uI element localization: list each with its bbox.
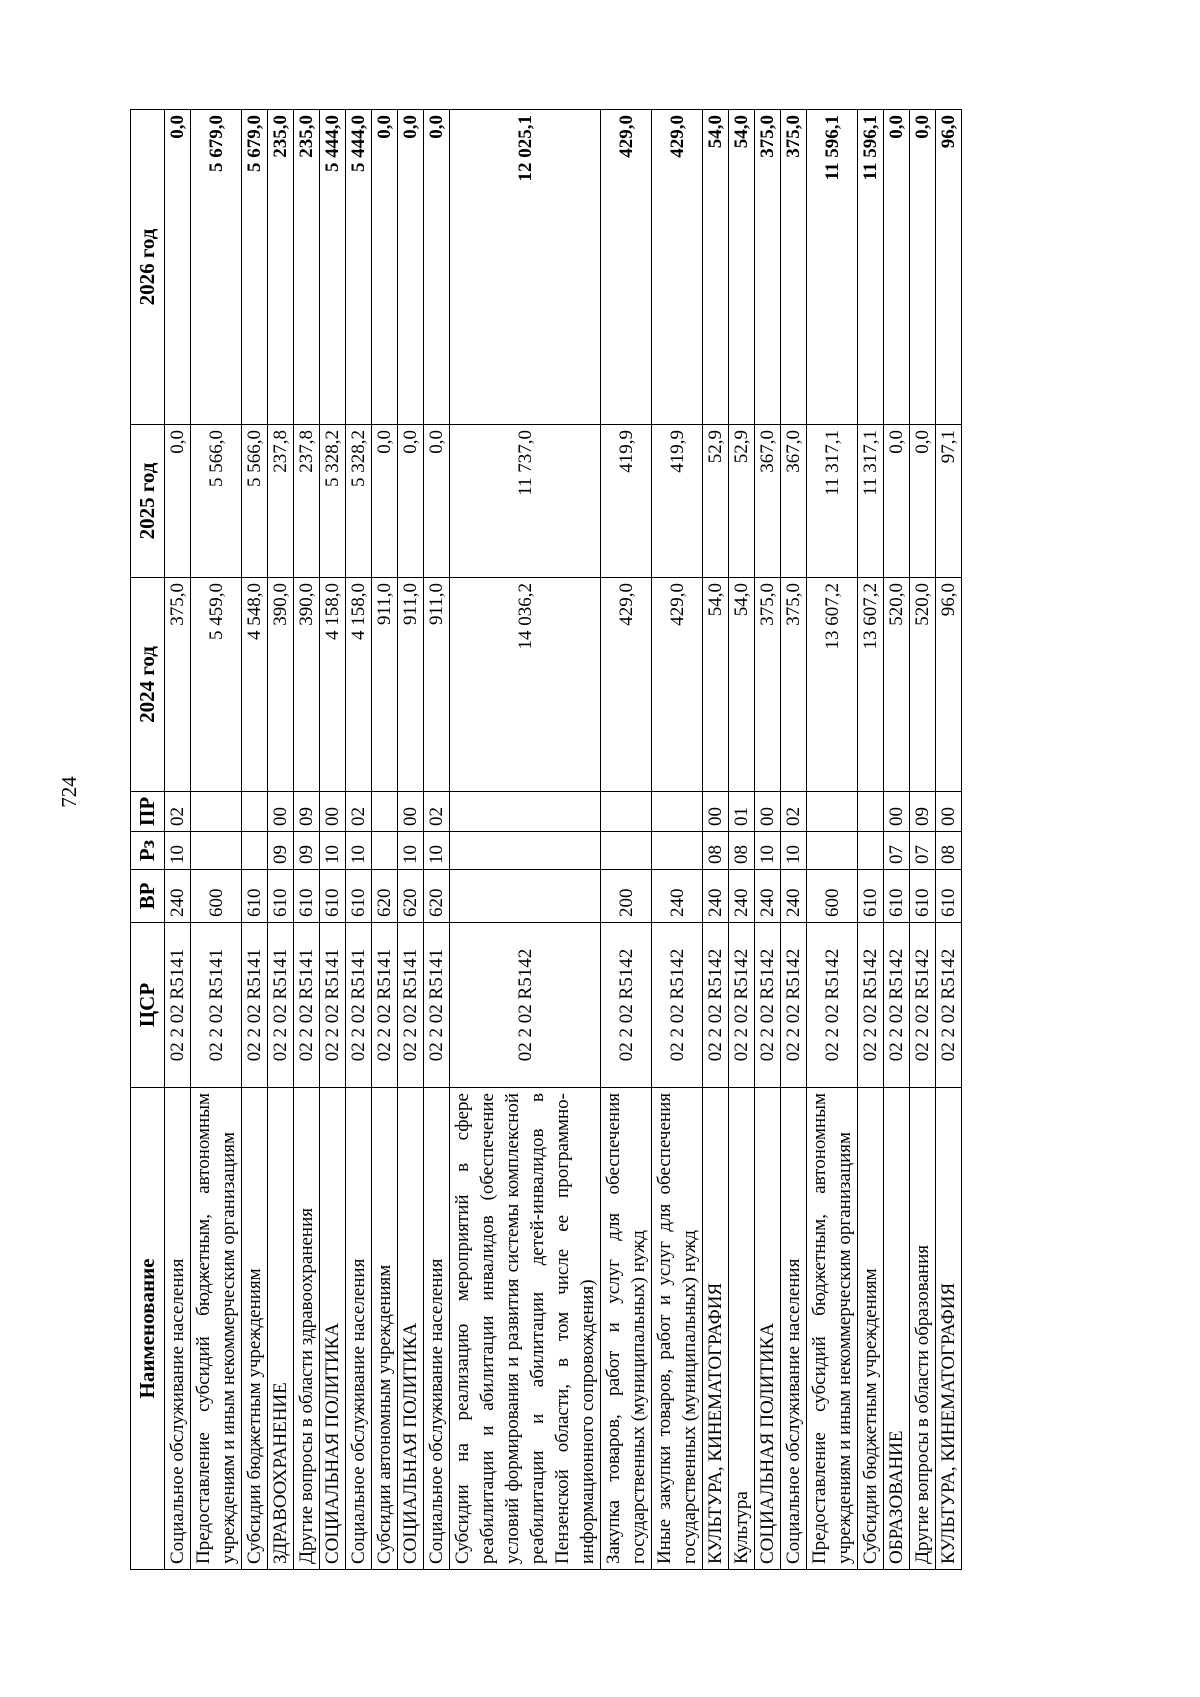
table-row [729,110,755,1570]
cell-rz: 10 [398,832,424,870]
cell-csr: 02 2 02 R5141 [165,923,191,1088]
cell-csr: 02 2 02 R5141 [268,923,294,1088]
cell-csr: 02 2 02 R5141 [372,923,398,1088]
cell-2024: 54,0 [729,578,755,792]
cell-2026: 0,0 [398,110,424,425]
cell-2025: 0,0 [910,425,936,578]
cell-name: Социальное обслуживание населения [346,1088,372,1570]
cell-csr: 02 2 02 R5142 [858,923,884,1088]
cell-vr: 240 [729,870,755,923]
cell-2025: 367,0 [781,425,807,578]
cell-2025: 0,0 [884,425,910,578]
col-header-2026: 2026 год [131,110,165,425]
cell-2024: 429,0 [601,578,652,792]
cell-2024: 390,0 [268,578,294,792]
cell-2025: 237,8 [294,425,320,578]
cell-2026: 5 679,0 [242,110,268,425]
cell-pr: 02 [346,792,372,832]
cell-name: СОЦИАЛЬНАЯ ПОЛИТИКА [755,1088,781,1570]
cell-2026: 429,0 [601,110,652,425]
table-row [781,110,807,1570]
cell-2026: 375,0 [781,110,807,425]
cell-csr: 02 2 02 R5141 [398,923,424,1088]
col-header-pr: ПР [131,792,165,832]
cell-csr: 02 2 02 R5142 [601,923,652,1088]
cell-csr: 02 2 02 R5142 [652,923,703,1088]
cell-pr [242,792,268,832]
cell-2024: 13 607,2 [858,578,884,792]
cell-name: Предоставление субсидий бюджетным, автономным учреждениям и иным некоммерческим организациям [191,1088,242,1570]
cell-csr: 02 2 02 R5141 [294,923,320,1088]
cell-rz: 10 [755,832,781,870]
cell-vr: 240 [703,870,729,923]
cell-rz [601,832,652,870]
table-row [191,110,242,1570]
cell-vr: 620 [424,870,450,923]
cell-name: КУЛЬТУРА, КИНЕМАТОГРАФИЯ [703,1088,729,1570]
cell-2025: 419,9 [601,425,652,578]
cell-2025: 5 328,2 [320,425,346,578]
cell-pr: 00 [268,792,294,832]
cell-2024: 911,0 [398,578,424,792]
cell-name: КУЛЬТУРА, КИНЕМАТОГРАФИЯ [936,1088,962,1570]
cell-2026: 235,0 [294,110,320,425]
cell-vr: 610 [884,870,910,923]
table-row [294,110,320,1570]
cell-2026: 375,0 [755,110,781,425]
col-header-rz: Рз [131,832,165,870]
cell-pr: 00 [703,792,729,832]
cell-2025: 0,0 [372,425,398,578]
col-header-csr: ЦСР [131,923,165,1088]
cell-2024: 520,0 [910,578,936,792]
rotated-table-wrapper [130,110,1070,1570]
cell-rz [242,832,268,870]
cell-csr: 02 2 02 R5142 [450,923,601,1088]
cell-csr: 02 2 02 R5141 [191,923,242,1088]
cell-pr [807,792,858,832]
cell-rz: 10 [424,832,450,870]
cell-vr: 240 [165,870,191,923]
budget-table [130,109,962,1570]
cell-rz [652,832,703,870]
cell-rz: 08 [729,832,755,870]
cell-vr: 610 [936,870,962,923]
cell-2024: 375,0 [781,578,807,792]
cell-vr: 600 [191,870,242,923]
cell-2024: 911,0 [424,578,450,792]
table-row [910,110,936,1570]
cell-pr: 00 [755,792,781,832]
cell-pr: 02 [424,792,450,832]
cell-vr: 610 [858,870,884,923]
cell-csr: 02 2 02 R5142 [884,923,910,1088]
cell-vr: 240 [781,870,807,923]
cell-name: Субсидии автономным учреждениям [372,1088,398,1570]
cell-rz: 10 [346,832,372,870]
cell-2024: 5 459,0 [191,578,242,792]
cell-2026: 11 596,1 [858,110,884,425]
cell-csr: 02 2 02 R5142 [755,923,781,1088]
cell-2024: 375,0 [165,578,191,792]
cell-rz: 07 [910,832,936,870]
cell-rz [807,832,858,870]
cell-csr: 02 2 02 R5141 [242,923,268,1088]
cell-vr: 200 [601,870,652,923]
cell-name: СОЦИАЛЬНАЯ ПОЛИТИКА [320,1088,346,1570]
cell-2026: 0,0 [910,110,936,425]
cell-rz [191,832,242,870]
cell-2024: 4 158,0 [346,578,372,792]
cell-vr: 240 [755,870,781,923]
cell-pr: 00 [320,792,346,832]
cell-rz: 07 [884,832,910,870]
cell-2025: 52,9 [729,425,755,578]
table-row [424,110,450,1570]
cell-2024: 911,0 [372,578,398,792]
cell-rz: 09 [268,832,294,870]
cell-pr: 09 [910,792,936,832]
cell-2025: 11 737,0 [450,425,601,578]
cell-2025: 5 566,0 [191,425,242,578]
cell-2024: 375,0 [755,578,781,792]
cell-2024: 4 158,0 [320,578,346,792]
cell-vr: 610 [320,870,346,923]
cell-name: ОБРАЗОВАНИЕ [884,1088,910,1570]
cell-2024: 4 548,0 [242,578,268,792]
header-row [131,110,165,1570]
cell-2024: 14 036,2 [450,578,601,792]
cell-2025: 5 566,0 [242,425,268,578]
table-body [165,110,962,1570]
cell-rz: 10 [781,832,807,870]
cell-vr: 600 [807,870,858,923]
cell-2026: 54,0 [703,110,729,425]
cell-pr: 00 [884,792,910,832]
cell-vr: 610 [294,870,320,923]
cell-2026: 12 025,1 [450,110,601,425]
cell-2026: 11 596,1 [807,110,858,425]
col-header-vr: ВР [131,870,165,923]
table-row [398,110,424,1570]
cell-2024: 54,0 [703,578,729,792]
cell-name: Социальное обслуживание населения [424,1088,450,1570]
cell-2025: 0,0 [398,425,424,578]
cell-2025: 237,8 [268,425,294,578]
cell-rz: 09 [294,832,320,870]
cell-rz [858,832,884,870]
cell-2026: 5 444,0 [346,110,372,425]
cell-pr [450,792,601,832]
cell-vr [450,870,601,923]
cell-2025: 0,0 [424,425,450,578]
table-row [652,110,703,1570]
table-row [346,110,372,1570]
cell-vr: 610 [346,870,372,923]
table-row [320,110,346,1570]
cell-rz: 10 [165,832,191,870]
cell-csr: 02 2 02 R5142 [910,923,936,1088]
cell-2024: 96,0 [936,578,962,792]
cell-pr [652,792,703,832]
cell-vr: 620 [398,870,424,923]
cell-2026: 5 444,0 [320,110,346,425]
cell-name: Субсидии на реализацию мероприятий в сфере реабилитации и абилитации инвалидов (обеспечение условий формирования и развития системы комплексной реабилитации и абилитации детей-инвалидов в Пензенской области, в том числе ее программно-информационного сопровождения) [450,1088,601,1570]
cell-2025: 5 328,2 [346,425,372,578]
table-row [372,110,398,1570]
cell-name: ЗДРАВООХРАНЕНИЕ [268,1088,294,1570]
cell-name: Субсидии бюджетным учреждениям [858,1088,884,1570]
cell-pr: 01 [729,792,755,832]
table-row [450,110,601,1570]
cell-pr: 00 [398,792,424,832]
cell-2024: 390,0 [294,578,320,792]
cell-pr [601,792,652,832]
cell-rz [450,832,601,870]
table-row [601,110,652,1570]
cell-pr [372,792,398,832]
cell-name: Предоставление субсидий бюджетным, автономным учреждениям и иным некоммерческим организациям [807,1088,858,1570]
cell-2026: 96,0 [936,110,962,425]
table-row [936,110,962,1570]
cell-csr: 02 2 02 R5142 [936,923,962,1088]
col-header-name: Наименование [131,1088,165,1570]
cell-2025: 367,0 [755,425,781,578]
cell-name: Иные закупки товаров, работ и услуг для обеспечения государственных (муниципальных) нужд [652,1088,703,1570]
cell-rz: 08 [936,832,962,870]
table-row [242,110,268,1570]
cell-2026: 0,0 [372,110,398,425]
cell-pr: 09 [294,792,320,832]
table-row [703,110,729,1570]
cell-vr: 610 [910,870,936,923]
cell-2025: 11 317,1 [858,425,884,578]
cell-2025: 97,1 [936,425,962,578]
cell-rz [372,832,398,870]
cell-csr: 02 2 02 R5141 [320,923,346,1088]
table-row [165,110,191,1570]
cell-name: Другие вопросы в области образования [910,1088,936,1570]
cell-pr [191,792,242,832]
cell-2026: 0,0 [424,110,450,425]
table-row [755,110,781,1570]
cell-csr: 02 2 02 R5142 [703,923,729,1088]
cell-vr: 240 [652,870,703,923]
cell-name: Закупка товаров, работ и услуг для обеспечения государственных (муниципальных) нужд [601,1088,652,1570]
cell-name: Другие вопросы в области здравоохранения [294,1088,320,1570]
cell-rz: 08 [703,832,729,870]
cell-2025: 0,0 [165,425,191,578]
cell-2025: 419,9 [652,425,703,578]
cell-csr: 02 2 02 R5142 [729,923,755,1088]
cell-pr: 00 [936,792,962,832]
cell-2024: 13 607,2 [807,578,858,792]
cell-2024: 520,0 [884,578,910,792]
cell-name: Субсидии бюджетным учреждениям [242,1088,268,1570]
cell-2025: 11 317,1 [807,425,858,578]
table-row [807,110,858,1570]
cell-vr: 620 [372,870,398,923]
cell-2026: 235,0 [268,110,294,425]
cell-csr: 02 2 02 R5141 [424,923,450,1088]
table-row [858,110,884,1570]
cell-pr: 02 [165,792,191,832]
cell-name: Социальное обслуживание населения [165,1088,191,1570]
cell-2026: 5 679,0 [191,110,242,425]
table-row [884,110,910,1570]
cell-2026: 429,0 [652,110,703,425]
cell-2026: 54,0 [729,110,755,425]
cell-name: СОЦИАЛЬНАЯ ПОЛИТИКА [398,1088,424,1570]
cell-csr: 02 2 02 R5141 [346,923,372,1088]
col-header-2024: 2024 год [131,578,165,792]
cell-vr: 610 [268,870,294,923]
cell-csr: 02 2 02 R5142 [781,923,807,1088]
col-header-2025: 2025 год [131,425,165,578]
cell-rz: 10 [320,832,346,870]
cell-csr: 02 2 02 R5142 [807,923,858,1088]
cell-2025: 52,9 [703,425,729,578]
cell-2026: 0,0 [884,110,910,425]
cell-pr [858,792,884,832]
cell-2026: 0,0 [165,110,191,425]
cell-name: Культура [729,1088,755,1570]
table-row [268,110,294,1570]
cell-2024: 429,0 [652,578,703,792]
cell-name: Социальное обслуживание населения [781,1088,807,1570]
page-number: 724 [57,776,81,808]
cell-pr: 02 [781,792,807,832]
cell-vr: 610 [242,870,268,923]
